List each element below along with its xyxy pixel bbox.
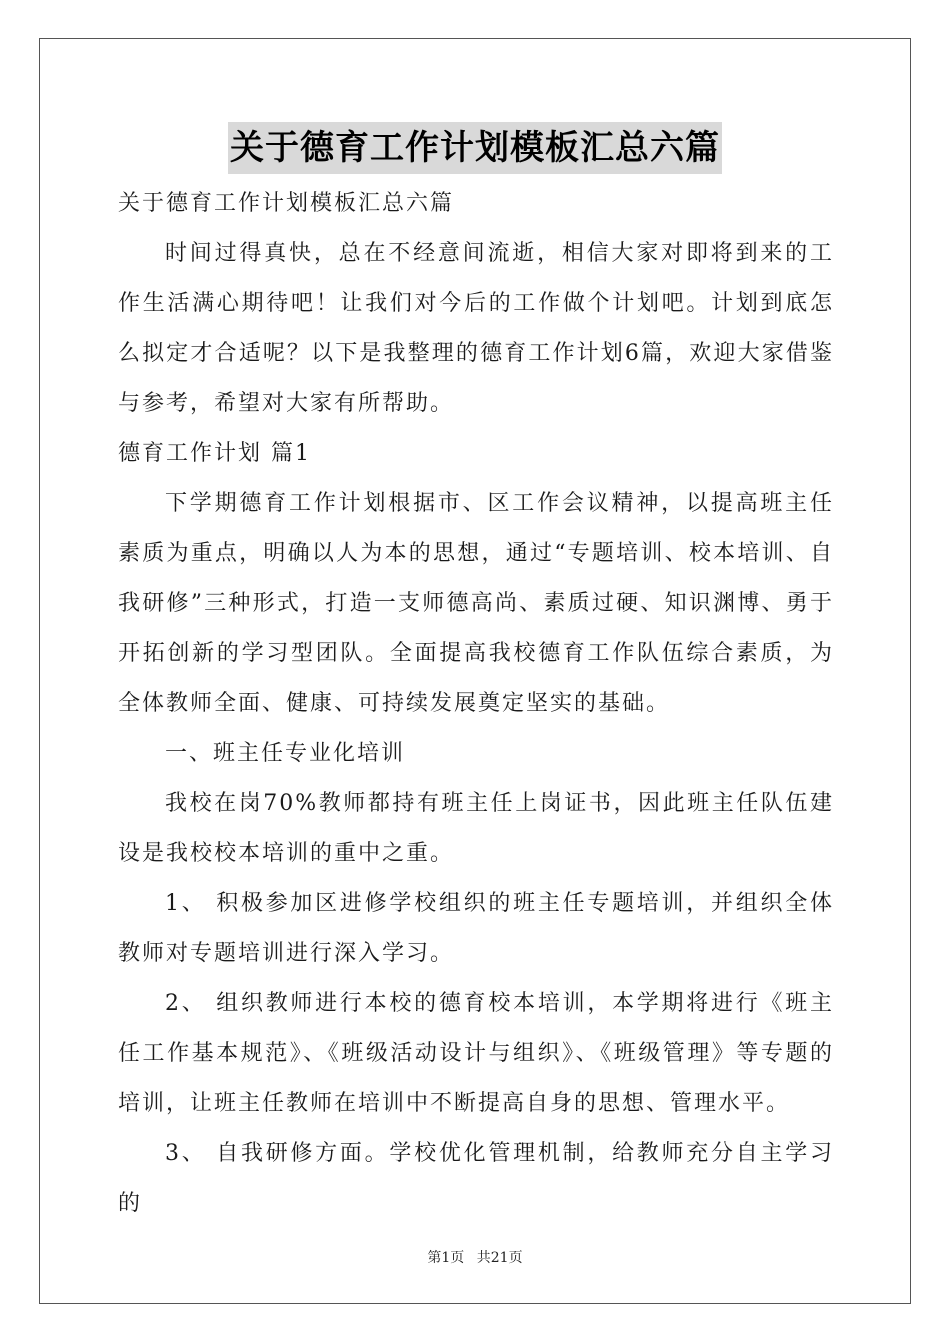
total-pages: 共21页 (476, 1250, 523, 1266)
page-number: 第1页 (427, 1250, 465, 1266)
page-footer (0, 1247, 950, 1267)
intro-paragraph: 时间过得真快，总在不经意间流逝，相信大家对即将到来的工作生活满心期待吧！让我们对今后的工作做个计划吧。计划到底怎么拟定才合适呢？以下是我整理的德育工作计划6篇，欢迎大家借鉴与参考，希望对大家有所帮助。 (118, 241, 834, 416)
sub-heading: 一、班主任专业化培训 (165, 741, 406, 766)
document-title: 关于德育工作计划模板汇总六篇 (228, 122, 722, 174)
list-item-2: 2、 组织教师进行本校的德育校本培训，本学期将进行《班主任工作基本规范》、《班级活动设计与组织》、《班级管理》等专题的培训，让班主任教师在培训中不断提高自身的思想、管理水平。 (118, 991, 834, 1116)
list-item-3: 3、 自我研修方面。学校优化管理机制，给教师充分自主学习的 (118, 1141, 834, 1216)
list-item-1: 1、 积极参加区进修学校组织的班主任专题培训，并组织全体教师对专题培训进行深入学习。 (118, 891, 834, 966)
document-body (118, 179, 834, 1229)
paragraph-1: 下学期德育工作计划根据市、区工作会议精神，以提高班主任素质为重点，明确以人为本的思想，通过“专题培训、校本培训、自我研修”三种形式，打造一支师德高尚、素质过硬、知识渊博、勇于开拓创新的学习型团队。全面提高我校德育工作队伍综合素质，为全体教师全面、健康、可持续发展奠定坚实的基础。 (118, 491, 834, 716)
document-subtitle: 关于德育工作计划模板汇总六篇 (118, 191, 455, 216)
section-heading: 德育工作计划 篇1 (118, 441, 311, 466)
document-title-wrap (0, 122, 950, 174)
paragraph-2: 我校在岗70%教师都持有班主任上岗证书，因此班主任队伍建设是我校校本培训的重中之重。 (118, 791, 834, 866)
